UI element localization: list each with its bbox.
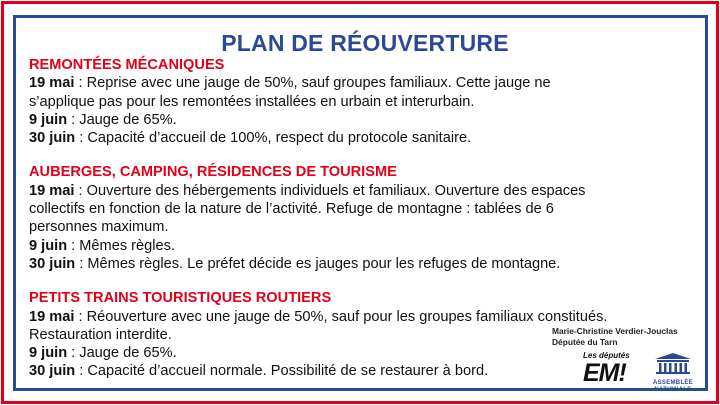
entry-date: 9 juin — [29, 237, 68, 254]
entry-text: : Jauge de 65%. — [67, 345, 177, 362]
entry-line — [29, 182, 719, 200]
section-heading: REMONTÉES MÉCANIQUES — [29, 57, 225, 73]
assemblee-building-icon — [653, 351, 693, 375]
section-remontees — [29, 56, 719, 147]
entry-text: : Ouverture des hébergements individuels et familiaux. Ouverture des espaces — [74, 182, 586, 199]
assemblee-line2: NATIONALE — [654, 387, 692, 393]
entry-text: : Mêmes règles. — [67, 237, 175, 254]
entry-continuation: Restauration interdite. — [29, 326, 172, 343]
entry-continuation: collectifs en fonction de la nature de l’activité. Refuge de montagne : tablées de 6 — [29, 201, 554, 218]
entry-date: 19 mai — [29, 75, 75, 92]
section-spacer — [29, 273, 719, 289]
section-spacer — [29, 147, 719, 163]
entry-text: : Capacité d’accueil de 100%, respect du protocole sanitaire. — [75, 130, 472, 147]
signature-role: Députée du Tarn — [552, 337, 618, 347]
entry-line — [29, 129, 719, 147]
entry-date: 30 juin — [29, 363, 76, 380]
entry-line — [29, 111, 719, 129]
entry-date: 19 mai — [29, 308, 75, 325]
entry-date: 30 juin — [29, 130, 76, 147]
em-logo — [583, 351, 633, 395]
entry-text: : Jauge de 65%. — [67, 111, 177, 128]
entry-date: 9 juin — [29, 111, 68, 128]
entry-text: : Reprise avec une jauge de 50%, sauf groupes familiaux. Cette jauge ne — [74, 75, 551, 92]
entry-continuation: personnes maximum. — [29, 219, 169, 236]
entry-line — [29, 308, 719, 326]
entry-date: 30 juin — [29, 255, 76, 272]
entry-text: : Capacité d’accueil normale. Possibilité de se restaurer à bord. — [75, 363, 489, 380]
entry-line — [29, 255, 719, 273]
section-heading: AUBERGES, CAMPING, RÉSIDENCES DE TOURISME — [29, 164, 397, 181]
page-title: PLAN DE RÉOUVERTURE — [221, 30, 509, 56]
entry-date: 9 juin — [29, 345, 68, 362]
em-logo-mark: EM! — [583, 359, 626, 387]
entry-continuation: s’applique pas pour les remontées installées en urbain et interurbain. — [29, 93, 475, 110]
signature-block — [552, 326, 717, 348]
entry-line — [29, 237, 719, 255]
section-auberges — [29, 163, 719, 273]
assemblee-line1: ASSEMBLÉE — [652, 380, 694, 386]
entry-date: 19 mai — [29, 182, 75, 199]
signature-name: Marie-Christine Verdier-Jouclas — [552, 326, 678, 336]
em-logo-caption: Les députés — [583, 351, 630, 360]
section-heading: PETITS TRAINS TOURISTIQUES ROUTIERS — [29, 290, 332, 307]
entry-line — [29, 74, 719, 92]
assemblee-nationale-logo — [644, 351, 702, 395]
entry-text: : Mêmes règles. Le préfet décide es jauges pour les refuges de montagne. — [75, 255, 561, 272]
entry-text: : Réouverture avec une jauge de 50%, sauf pour les groupes familiaux constitués. — [74, 308, 608, 325]
